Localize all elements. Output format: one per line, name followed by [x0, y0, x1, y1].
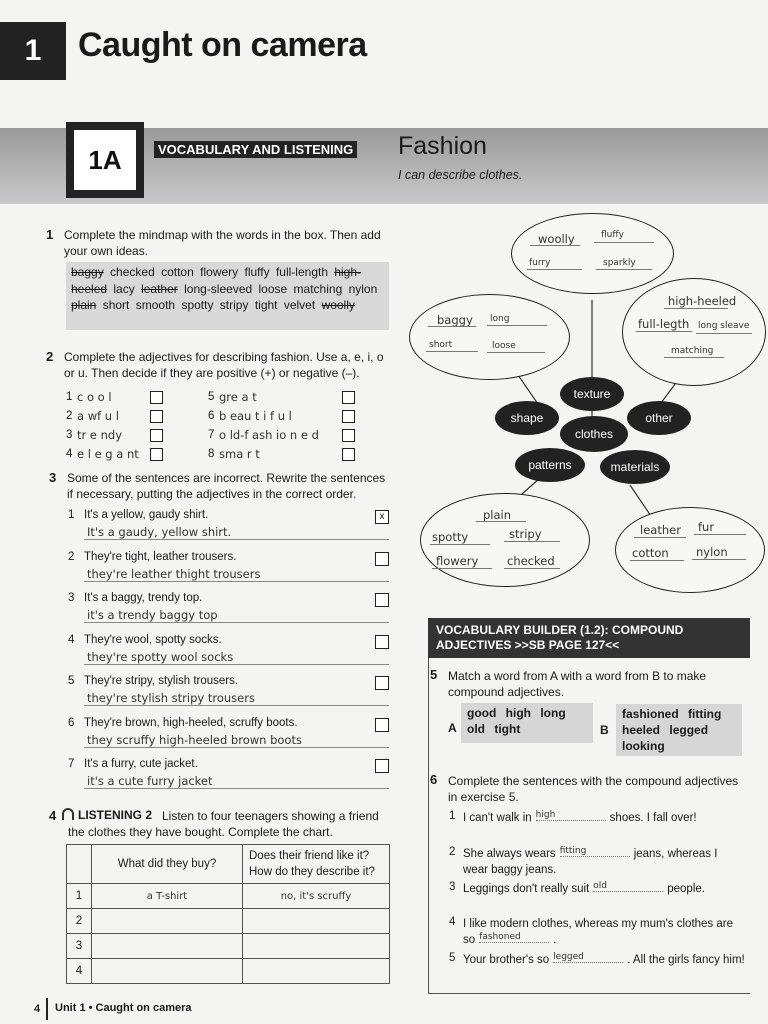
mindmap-node-other: other — [627, 401, 691, 435]
ex3-item-number: 5 — [68, 675, 75, 687]
lesson-objective: I can describe clothes. — [398, 168, 523, 182]
chart-row-number: 1 — [67, 884, 92, 909]
ex6-item-number: 5 — [449, 952, 456, 964]
mindmap-node-texture: texture — [560, 377, 624, 411]
answer-line — [430, 544, 490, 545]
ex6-sentence-end: . All the girls fancy him! — [627, 954, 745, 966]
answer-line — [428, 326, 476, 327]
word-box-word: checked — [110, 265, 155, 279]
ex5-a-label: A — [448, 721, 457, 735]
table-row — [67, 909, 390, 934]
chart-cell-buy[interactable] — [92, 934, 243, 959]
ex2-item-number: 3 — [66, 429, 73, 441]
ex3-answer-text: they're stylish stripy trousers — [87, 691, 255, 705]
mindmap-word-nylon: nylon — [696, 545, 728, 559]
word-box-word: nylon — [348, 281, 378, 296]
vocab-builder-title-1: VOCABULARY BUILDER (1.2): COMPOUND — [436, 623, 684, 637]
ex2-checkbox[interactable] — [150, 410, 163, 423]
answer-line — [594, 242, 654, 243]
ex3-answer[interactable] — [84, 567, 389, 582]
answer-line — [636, 331, 692, 332]
word-box-word: matching — [293, 281, 343, 296]
ex5-b-word: heeled — [622, 723, 661, 737]
word-box-word: stripy — [219, 298, 249, 313]
word-box-word: loose — [258, 281, 288, 296]
lesson-title: Fashion — [398, 132, 487, 160]
ex6-sentence-start: She always wears — [463, 848, 556, 860]
ex5-number: 5 — [430, 667, 438, 682]
ex3-item-number: 4 — [68, 633, 75, 646]
ex6-sentence — [463, 846, 745, 878]
ex6-sentence — [463, 810, 745, 826]
ex2-checkbox[interactable] — [150, 429, 163, 442]
footer-text: Unit 1 • Caught on camera — [55, 1002, 192, 1014]
ex2-item-word: o ld-f ash io n e d — [219, 428, 319, 442]
answer-line — [692, 559, 746, 560]
ex3-checkbox[interactable] — [375, 759, 389, 773]
ex6-item-number: 2 — [449, 846, 456, 858]
answer-line — [634, 537, 686, 538]
word-box-word: spotty — [181, 298, 214, 313]
word-box-word: leather — [141, 281, 178, 296]
ex3-instruction: Some of the sentences are incorrect. Rewrite the sentences if necessary, putting the adjectives in the correct order. — [67, 471, 386, 501]
chart-cell-like[interactable]: no, it's scruffy — [243, 884, 390, 909]
ex4-tag: LISTENING 2 — [78, 808, 153, 822]
answer-line — [504, 541, 560, 542]
ex3-sentence: It's a yellow, gaudy shirt. — [84, 509, 209, 521]
word-box-word: baggy — [71, 265, 104, 279]
word-box-word: plain — [71, 298, 97, 313]
answer-line — [476, 521, 526, 522]
word-box-word: cotton — [161, 265, 194, 279]
ex3-answer[interactable] — [84, 525, 389, 540]
word-box-word: woolly — [321, 298, 355, 313]
ex6-sentence-start: Leggings don't really suit — [463, 883, 590, 895]
answer-line — [664, 308, 728, 309]
ex2-item-number: 5 — [208, 391, 215, 403]
ex3-checkbox[interactable] — [375, 635, 389, 649]
mindmap-word-fur: fur — [698, 520, 715, 534]
vocab-builder-title-2: ADJECTIVES >>SB PAGE 127<< — [436, 638, 620, 652]
ex2-item-number: 8 — [208, 448, 215, 460]
ex6-item-number: 4 — [449, 916, 456, 928]
ex6-sentence-end: people. — [667, 883, 705, 895]
answer-line — [527, 269, 582, 270]
ex3-answer[interactable] — [84, 608, 389, 623]
mindmap-node-shape: shape — [495, 401, 559, 435]
mindmap-texture-oval — [511, 213, 674, 294]
mindmap-shape-oval — [409, 294, 570, 380]
mindmap-word-high-heeled: high-heeled — [668, 294, 737, 308]
ex6-answer-blank[interactable]: high — [536, 810, 606, 821]
ex3-answer-text: they're spotty wool socks — [87, 649, 234, 664]
ex1-instruction: Complete the mindmap with the words in the box. Then add your own ideas. — [64, 228, 381, 258]
ex6-answer-blank[interactable]: fitting — [560, 846, 630, 857]
ex2-instruction: Complete the adjectives for describing fashion. Use a, e, i, o or u. Then decide if they are positive (+) or negative (–). — [64, 350, 384, 380]
ex3-answer[interactable] — [84, 733, 389, 748]
ex2-item-word: a wf u l — [77, 409, 119, 423]
ex5-b-box — [616, 704, 742, 756]
ex6-answer-blank[interactable]: legged — [553, 952, 623, 963]
ex5-a-word: tight — [494, 722, 521, 736]
ex2-checkbox[interactable] — [150, 391, 163, 404]
answer-line — [504, 568, 560, 569]
chart-row-number: 4 — [67, 959, 92, 984]
footer-divider — [46, 998, 48, 1020]
ex6-sentence-end: shoes. I fall over! — [609, 812, 697, 824]
ex2-number: 2 — [46, 349, 54, 364]
ex3-checkbox[interactable] — [375, 552, 389, 566]
mindmap-word-baggy: baggy — [437, 313, 473, 327]
vocab-builder-header — [428, 618, 750, 658]
word-box-word: tight — [254, 298, 278, 313]
chart-row-number: 2 — [67, 909, 92, 934]
ex6-sentence-start: Your brother's so — [463, 954, 550, 966]
ex2-item-number: 6 — [208, 410, 215, 422]
unit-number: 1 — [24, 34, 42, 67]
ex2-checkbox[interactable] — [342, 391, 355, 404]
mindmap-center-clothes: clothes — [560, 416, 628, 452]
word-box-word: lacy — [113, 281, 135, 296]
ex6-sentence — [463, 916, 745, 948]
answer-line — [530, 245, 580, 246]
mindmap-node-materials: materials — [600, 450, 670, 484]
chart-cell-like[interactable] — [243, 909, 390, 934]
ex3-item-number: 3 — [68, 592, 75, 604]
answer-line — [664, 357, 724, 358]
ex3-number: 3 — [49, 470, 57, 485]
ex3-answer[interactable] — [84, 691, 389, 706]
ex2-item-word: tr e ndy — [77, 428, 123, 442]
ex2-checkbox[interactable] — [342, 429, 355, 442]
lesson-section: VOCABULARY AND LISTENING — [154, 141, 357, 158]
ex2-checkbox[interactable] — [342, 410, 355, 423]
mindmap-word-stripy: stripy — [509, 527, 542, 541]
table-row — [67, 884, 390, 909]
ex3-checkbox[interactable] — [375, 593, 389, 607]
ex5-a-word: good — [467, 706, 497, 720]
ex6-sentence-end: . — [553, 934, 557, 946]
table-row — [67, 934, 390, 959]
chart-row-number: 3 — [67, 934, 92, 959]
ex3-checkbox[interactable]: x — [375, 510, 389, 524]
word-box-word: high-heeled — [71, 265, 362, 296]
ex6-item-number: 3 — [449, 881, 456, 893]
mindmap-word-plain: plain — [483, 508, 512, 522]
mindmap-word-long-sleave: long sleave — [698, 321, 750, 331]
ex6-number: 6 — [430, 772, 438, 787]
ex5-b-word: fitting — [688, 707, 722, 721]
ex2-item-word: c o o l — [77, 390, 112, 404]
chart-header-buy: What did they buy? — [92, 845, 243, 884]
ex5-instruction: Match a word from A with a word from B to make compound adjectives. — [448, 669, 707, 699]
mindmap-word-furry: furry — [529, 258, 551, 268]
ex5-a-word: old — [467, 722, 485, 736]
word-box-word: fluffy — [244, 265, 270, 279]
answer-line — [630, 560, 684, 561]
mindmap-word-leather: leather — [640, 523, 681, 537]
word-box-word: smooth — [135, 298, 176, 313]
ex3-checkbox[interactable] — [375, 676, 389, 690]
mindmap-word-full-legth: full-legth — [638, 317, 690, 331]
mindmap-word-matching: matching — [671, 346, 714, 356]
mindmap-word-loose: loose — [492, 341, 516, 351]
ex3-answer-text: It's a gaudy, yellow shirt. — [87, 525, 232, 539]
answer-line — [487, 352, 545, 353]
answer-line — [694, 534, 746, 535]
ex3-sentence: It's a furry, cute jacket. — [84, 758, 198, 770]
ex3-answer-text: they're leather thight trousers — [87, 566, 261, 581]
ex6-answer-blank[interactable]: fashoned — [479, 932, 549, 943]
ex2-item-number: 2 — [66, 410, 73, 422]
ex6-sentence — [463, 952, 745, 968]
ex2-item-number: 7 — [208, 429, 215, 441]
page-number: 4 — [34, 1003, 41, 1015]
answer-line — [696, 333, 752, 334]
chart-cell-like[interactable] — [243, 934, 390, 959]
ex5-b-word: looking — [622, 739, 665, 753]
table-row — [67, 959, 390, 984]
ex2-item-number: 1 — [66, 391, 73, 403]
ex3-answer[interactable] — [84, 774, 389, 789]
mindmap-word-flowery: flowery — [436, 554, 479, 568]
ex2-item-word: e l e g a nt — [77, 447, 139, 461]
ex5-b-label: B — [600, 723, 609, 737]
mindmap-word-sparkly: sparkly — [603, 258, 636, 268]
listening-chart — [66, 844, 390, 984]
word-box-word: short — [102, 298, 130, 313]
ex3-answer[interactable] — [84, 650, 389, 665]
mindmap-word-long: long — [490, 314, 510, 324]
mindmap-word-fluffy: fluffy — [601, 230, 624, 240]
ex6-sentence-end: jeans, whereas I wear baggy jeans. — [463, 848, 718, 876]
answer-line — [432, 568, 492, 569]
mindmap-word-spotty: spotty — [432, 530, 469, 544]
ex3-sentence: They're brown, high-heeled, scruffy boots. — [84, 716, 298, 729]
ex3-item-number: 7 — [68, 758, 75, 770]
ex5-b-word: fashioned — [622, 707, 679, 721]
word-box-word: flowery — [200, 265, 239, 279]
ex4-number: 4 — [49, 808, 57, 823]
ex3-item-number: 2 — [68, 550, 75, 563]
chart-cell-buy[interactable] — [92, 909, 243, 934]
mindmap-word-cotton: cotton — [632, 546, 669, 560]
mindmap-word-checked: checked — [507, 554, 555, 568]
ex3-item-number: 6 — [68, 716, 75, 729]
ex3-answer-text: it's a cute furry jacket — [87, 774, 213, 788]
ex2-item-word: b eau t i f u l — [219, 409, 292, 423]
word-box-word: long-sleeved — [184, 281, 253, 296]
lesson-code: 1A — [74, 130, 136, 190]
unit-title: Caught on camera — [78, 26, 367, 64]
answer-line — [426, 351, 478, 352]
ex3-sentence: They're wool, spotty socks. — [84, 633, 222, 646]
ex5-b-word: legged — [669, 723, 709, 737]
word-box-word: velvet — [283, 298, 316, 313]
ex5-a-box — [461, 703, 593, 743]
ex5-a-word: long — [540, 706, 566, 720]
ex3-sentence: They're tight, leather trousers. — [84, 550, 237, 563]
ex6-sentence-start: I like modern clothes, whereas my mum's clothes are so — [463, 918, 733, 946]
mindmap-node-patterns: patterns — [515, 448, 585, 482]
ex4-instruction: Listen to four teenagers showing a friend the clothes they have bought. Complete the chart. — [68, 809, 379, 839]
ex6-answer-blank[interactable]: old — [593, 881, 663, 892]
chart-cell-like[interactable] — [243, 959, 390, 984]
chart-cell-buy[interactable]: a T-shirt — [92, 884, 243, 909]
ex6-instruction: Complete the sentences with the compound adjectives in exercise 5. — [448, 774, 739, 804]
ex2-item-word: sma r t — [219, 447, 260, 461]
ex3-item-number: 1 — [68, 509, 75, 521]
ex6-sentence-start: I can't walk in — [463, 812, 532, 824]
ex5-a-word: high — [505, 706, 531, 720]
mindmap-word-short: short — [429, 340, 453, 350]
ex2-item-number: 4 — [66, 448, 73, 460]
answer-line — [487, 325, 547, 326]
ex6-sentence — [463, 881, 745, 897]
ex2-checkbox[interactable] — [342, 448, 355, 461]
chart-cell-buy[interactable] — [92, 959, 243, 984]
word-box-word: full-length — [275, 265, 328, 279]
ex3-answer-text: they scruffy high-heeled brown boots — [87, 732, 302, 747]
chart-header-like: Does their friend like it? How do they describe it? — [243, 845, 390, 884]
ex3-sentence: It's a baggy, trendy top. — [84, 592, 203, 604]
answer-line — [596, 269, 652, 270]
ex2-checkbox[interactable] — [150, 448, 163, 461]
ex3-checkbox[interactable] — [375, 718, 389, 732]
ex1-number: 1 — [46, 227, 54, 242]
ex3-answer-text: it's a trendy baggy top — [87, 608, 218, 622]
ex2-item-word: gre a t — [219, 390, 257, 404]
word-box — [66, 262, 389, 330]
unit-number-box — [0, 22, 66, 80]
mindmap-word-woolly: woolly — [538, 232, 575, 246]
ex3-sentence: They're stripy, stylish trousers. — [84, 675, 239, 687]
ex6-item-number: 1 — [449, 810, 456, 822]
